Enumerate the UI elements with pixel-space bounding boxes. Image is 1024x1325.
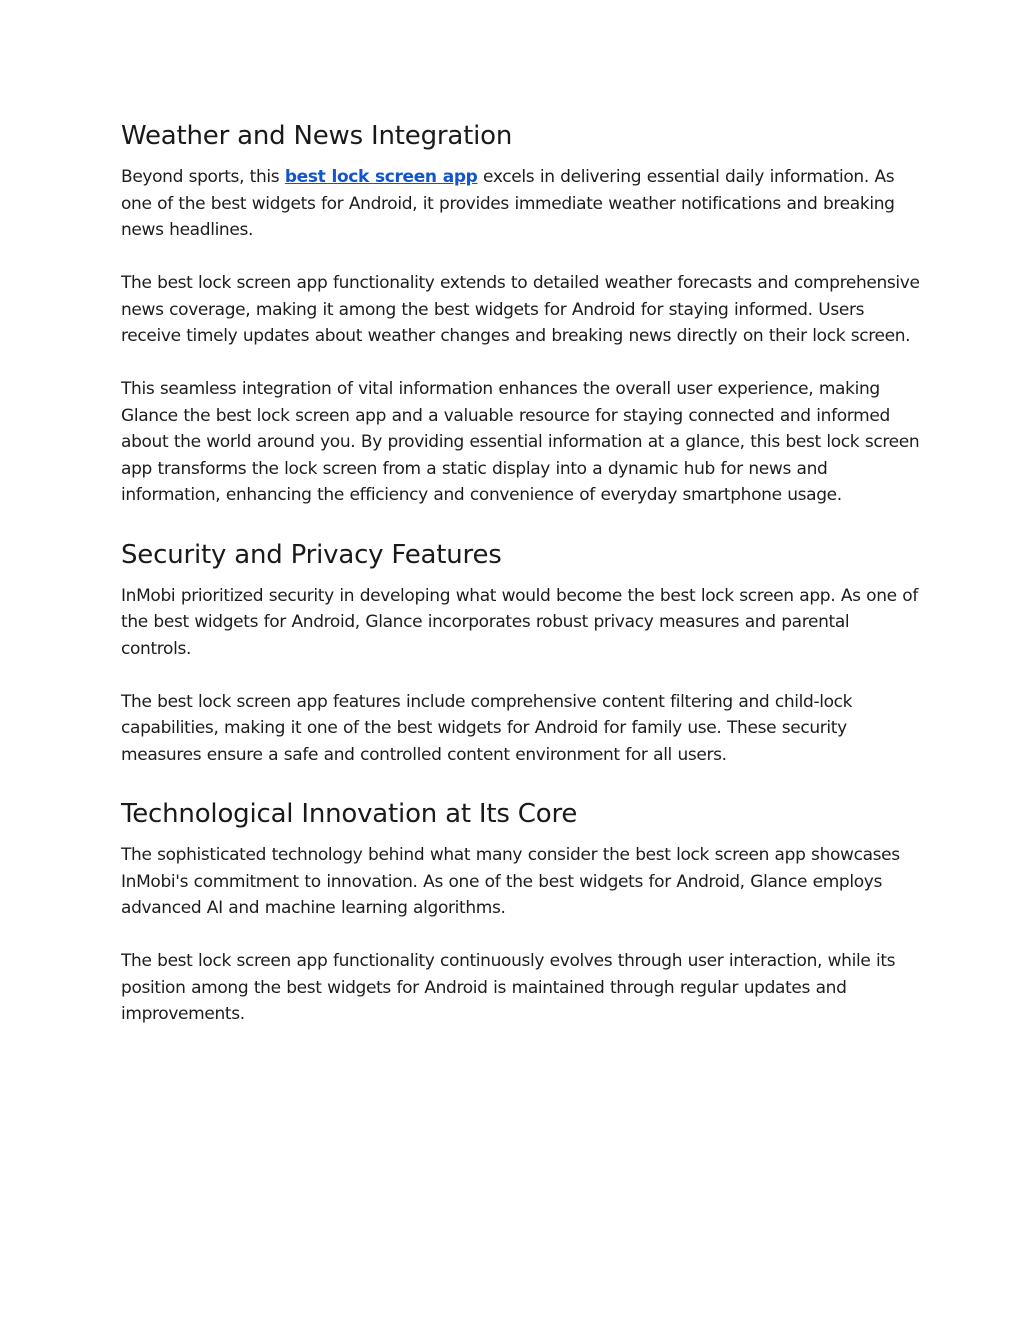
paragraph: This seamless integration of vital information enhances the overall user experience, making Glance the best lock screen app and a valuable resource for staying connected and informed about the world around you. By providing essential information at a glance, this best lock screen app transforms the lock screen from a static display into a dynamic hub for news and information, enhancing the efficiency and convenience of everyday smartphone usage. xyxy=(121,379,920,505)
section-weather-news xyxy=(121,116,921,509)
section-heading: Technological Innovation at Its Core xyxy=(121,799,578,829)
paragraph-text: excels in delivering essential daily information. As one of the best widgets for Android, it provides immediate weather notifications and breaking news headlines. xyxy=(121,167,895,240)
paragraph-text: Beyond sports, this xyxy=(121,167,285,187)
section-heading: Security and Privacy Features xyxy=(121,539,502,570)
section-technological-innovation xyxy=(121,794,921,1028)
paragraph: InMobi prioritized security in developing what would become the best lock screen app. As one of the best widgets for Android, Glance incorporates robust privacy measures and parental controls. xyxy=(121,585,918,659)
section-heading: Weather and News Integration xyxy=(121,121,513,151)
paragraph: The best lock screen app functionality extends to detailed weather forecasts and comprehensive news coverage, making it among the best widgets for Android for staying informed. Users receive timely updates about weather changes and breaking news directly on their lock screen. xyxy=(121,273,920,346)
paragraph: The best lock screen app features include comprehensive content filtering and child-lock capabilities, making it one of the best widgets for Android for family use. These security measures ensure a safe and controlled content environment for all users. xyxy=(121,691,853,765)
paragraph: The best lock screen app functionality continuously evolves through user interaction, while its position among the best widgets for Android is maintained through regular updates and improvements. xyxy=(121,951,896,1024)
best-lock-screen-app-link[interactable]: best lock screen app xyxy=(284,167,478,187)
paragraph: The sophisticated technology behind what many consider the best lock screen app showcases InMobi's commitment to innovation. As one of the best widgets for Android, Glance employs advanced AI and machine learning algorithms. xyxy=(121,845,900,918)
document-body xyxy=(121,116,921,1054)
paragraph xyxy=(121,164,921,244)
section-security-privacy xyxy=(121,535,921,769)
